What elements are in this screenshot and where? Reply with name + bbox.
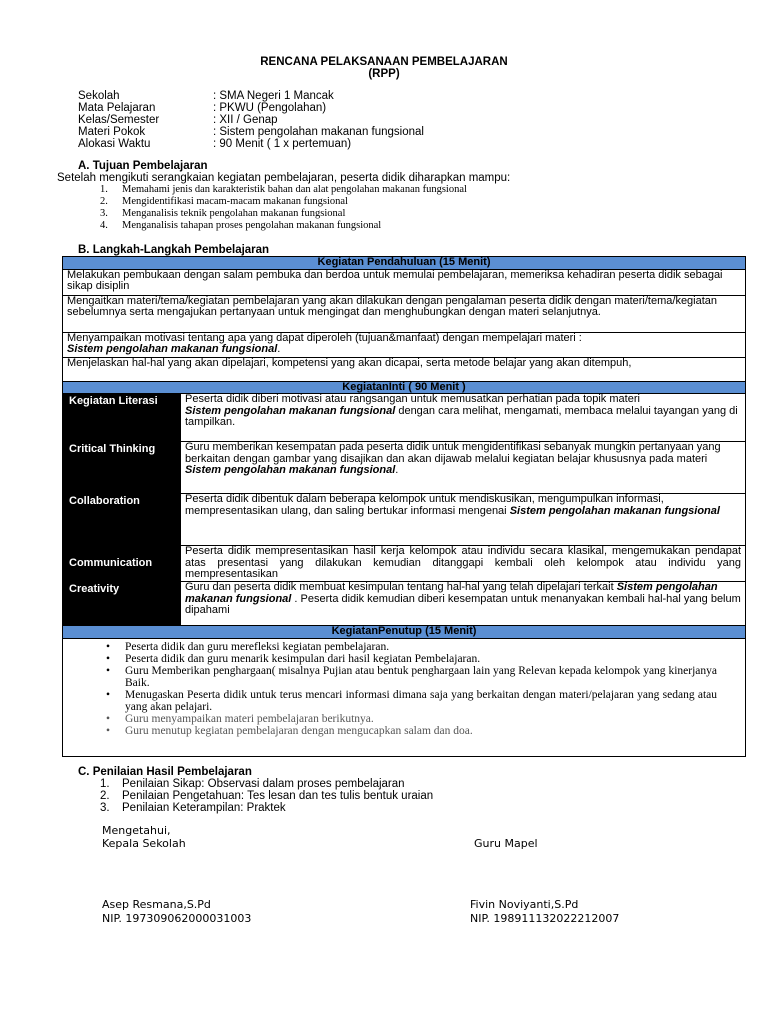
objective-item: [100, 196, 348, 208]
guru-mapel-name: Fivin Noviyanti,S.Pd: [470, 898, 579, 911]
objective-item: [100, 220, 381, 232]
assessment-item: [100, 778, 405, 790]
literasi-label: Kegiatan Literasi: [63, 394, 181, 442]
mengetahui-label: Mengetahui,: [102, 824, 171, 837]
identity-value-kelas: : XII / Genap: [213, 114, 278, 126]
pendahuluan-header: Kegiatan Pendahuluan (15 Menit): [63, 257, 746, 270]
objective-number: 3.: [100, 208, 108, 219]
pendahuluan-row-2: Mengaitkan materi/tema/kegiatan pembelajaran yang akan dilakukan dengan pengalaman peserta didik dengan materi/tema/kegiatan sebelumnya serta mengajukan pertanyaan untuk mengingat dan menghubungkan dengan materi selanjutnya.: [63, 295, 746, 332]
kepala-sekolah-name: Asep Resmana,S.Pd: [102, 898, 211, 911]
objective-number: 1.: [100, 184, 108, 195]
kepala-sekolah-title: Kepala Sekolah: [102, 837, 186, 850]
assessment-text: Penilaian Sikap: Observasi dalam proses pembelajaran: [122, 778, 405, 790]
penutup-item: • Guru Memberikan penghargaan( misalnya Pujian atau bentuk penghargaan lain yang Relevan kepada kelompok yang kinerjanya Baik.: [67, 665, 717, 689]
guru-mapel-nip: NIP. 198911132022212007: [470, 912, 620, 925]
pendahuluan-row-3: [63, 332, 746, 357]
critical-end: .: [395, 464, 399, 476]
creativity-text-a: Guru dan peserta didik membuat kesimpulan tentang hal-hal yang telah dipelajari terkait: [185, 581, 614, 593]
collab-text: Peserta didik dibentuk dalam beberapa kelompok untuk mendiskusikan, mengumpulkan informasi, mempresentasikan ulang, dan saling bertukar informasi mengenai: [185, 493, 664, 517]
assessment-number: 3.: [100, 802, 110, 814]
learning-steps-table: [62, 256, 746, 757]
identity-label-materi: Materi Pokok: [78, 126, 146, 138]
collaboration-label: Collaboration: [63, 494, 181, 546]
identity-label-sekolah: Sekolah: [78, 90, 120, 102]
identity-value-alokasi: : 90 Menit ( 1 x pertemuan): [213, 138, 352, 150]
assessment-text: Penilaian Keterampilan: Praktek: [122, 802, 286, 814]
pendahuluan-row-3-end: .: [277, 343, 281, 355]
document-subtitle: (RPP): [368, 68, 400, 80]
creativity-label: Creativity: [63, 582, 181, 626]
identity-value-sekolah: : SMA Negeri 1 Mancak: [213, 90, 334, 102]
assessment-text: Penilaian Pengetahuan: Tes lesan dan tes tulis bentuk uraian: [122, 790, 434, 802]
critical-thinking-label: Critical Thinking: [63, 442, 181, 494]
pendahuluan-row-3-emphasis: Sistem pengolahan makanan fungsional: [67, 343, 278, 355]
creativity-text-b: . Peserta didik kemudian diberi kesempatan untuk menanyakan kembali hal-hal yang belum dipahami: [185, 592, 741, 616]
penutup-item: • Guru menutup kegiatan pembelajaran dengan mengucapkan salam dan doa.: [67, 725, 717, 737]
literasi-text-a: Peserta didik diberi motivasi atau rangsangan untuk memusatkan perhatian pada topik materi: [185, 393, 640, 405]
assessment-number: 1.: [100, 778, 110, 790]
objective-text: Menganalisis teknik pengolahan makanan fungsional: [122, 208, 346, 219]
penutup-list: [67, 641, 717, 737]
literasi-emphasis: Sistem pengolahan makanan fungsional: [185, 404, 396, 417]
section-b-heading: B. Langkah-Langkah Pembelajaran: [78, 244, 270, 256]
identity-label-kelas: Kelas/Semester: [78, 114, 160, 126]
guru-mapel-title: Guru Mapel: [474, 837, 538, 850]
critical-text: Guru memberikan kesempatan pada peserta didik untuk mengidentifikasi sebanyak mungkin pertanyaan yang berkaitan dengan gambar yang disajikan dan akan dijawab melalui kegiatan belajar khususnya pada materi: [185, 441, 721, 465]
literasi-text-b: dengan cara melihat, mengamati, membaca melalui tayangan yang di tampilkan.: [185, 404, 738, 428]
objective-item: [100, 208, 345, 220]
pendahuluan-row-1: Melakukan pembukaan dengan salam pembuka dan berdoa untuk memulai pembelajaran, memeriksa kehadiran peserta didik sebagai sikap disiplin: [63, 269, 746, 295]
objective-number: 4.: [100, 220, 108, 231]
identity-label-alokasi: Alokasi Waktu: [78, 138, 151, 150]
assessment-number: 2.: [100, 790, 110, 802]
section-a-heading: A. Tujuan Pembelajaran: [78, 160, 208, 172]
penutup-content: [63, 638, 746, 756]
objective-number: 2.: [100, 196, 108, 207]
creativity-emphasis: Sistem pengolahan makanan fungsional: [185, 581, 718, 605]
identity-value-materi: : Sistem pengolahan makanan fungsional: [213, 126, 424, 138]
objective-text: Mengidentifikasi macam-macam makanan fungsional: [122, 196, 348, 207]
penutup-item: • Guru menyampaikan materi pembelajaran berikutnya.: [67, 713, 717, 725]
penutup-item: • Menugaskan Peserta didik untuk terus mencari informasi dimana saja yang berkaitan dengan materi/pelajaran yang sedang atau yang akan pelajari.: [67, 689, 717, 713]
pendahuluan-row-4: Menjelaskan hal-hal yang akan dipelajari, kompetensi yang akan dicapai, serta metode belajar yang akan ditempuh,: [63, 357, 746, 381]
objective-item: [100, 184, 467, 196]
inti-header: KegiatanInti ( 90 Menit ): [63, 381, 746, 394]
critical-emphasis: Sistem pengolahan makanan fungsional: [185, 464, 396, 476]
collaboration-content: [181, 494, 746, 546]
penutup-item: • Peserta didik dan guru merefleksi kegiatan pembelajaran.: [67, 641, 717, 653]
pendahuluan-row-3-text: Menyampaikan motivasi tentang apa yang dapat diperoleh (tujuan&manfaat) dengan mempelajari materi :: [67, 331, 582, 344]
penutup-item: • Peserta didik dan guru menarik kesimpulan dari hasil kegiatan Pembelajaran.: [67, 653, 717, 665]
critical-thinking-content: [181, 442, 746, 494]
identity-value-mapel: : PKWU (Pengolahan): [213, 102, 327, 114]
collab-emphasis: Sistem pengolahan makanan fungsional: [509, 504, 720, 517]
assessment-item: [100, 790, 433, 802]
objective-text: Menganalisis tahapan proses pengolahan makanan fungsional: [122, 220, 382, 231]
assessment-item: [100, 802, 286, 814]
identity-label-mapel: Mata Pelajaran: [78, 102, 156, 114]
creativity-content: [181, 582, 746, 626]
section-c-heading: C. Penilaian Hasil Pembelajaran: [78, 766, 252, 778]
communication-label: Communication: [63, 546, 181, 582]
literasi-content: [181, 394, 746, 442]
document-title: RENCANA PELAKSANAAN PEMBELAJARAN: [260, 56, 508, 68]
communication-content: Peserta didik mempresentasikan hasil kerja kelompok atau individu secara klasikal, mengemukakan pendapat atas presentasi yang dilakukan kemudian ditanggapi kembali oleh kelompok atau individu yang mempresentasikan: [181, 546, 746, 582]
objective-text: Memahami jenis dan karakteristik bahan dan alat pengolahan makanan fungsional: [122, 184, 467, 195]
penutup-header: KegiatanPenutup (15 Menit): [63, 626, 746, 639]
section-a-intro: Setelah mengikuti serangkaian kegiatan pembelajaran, peserta didik diharapkan mampu:: [57, 172, 511, 184]
kepala-sekolah-nip: NIP. 197309062000031003: [102, 912, 252, 925]
